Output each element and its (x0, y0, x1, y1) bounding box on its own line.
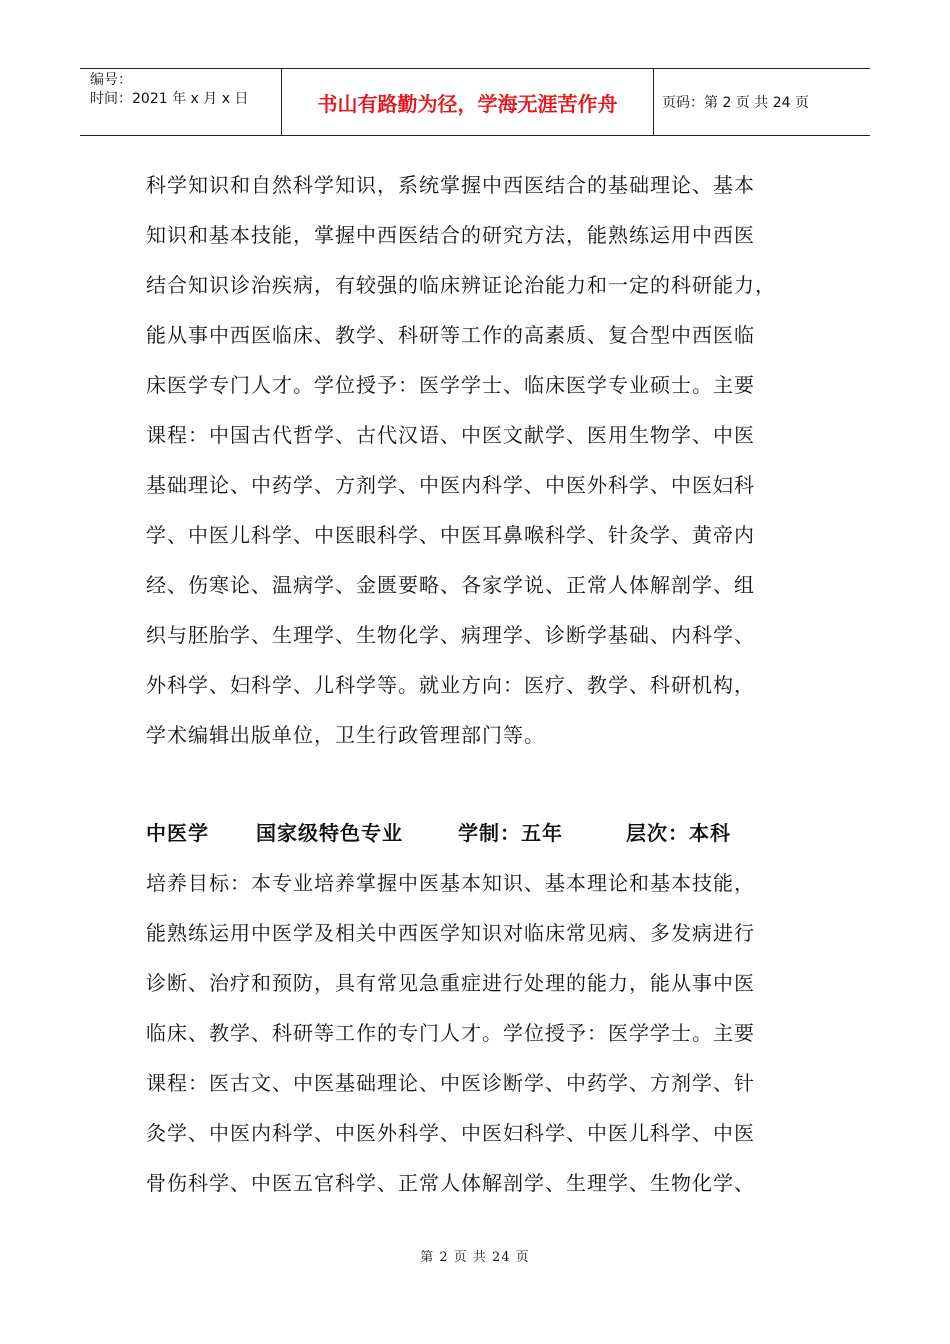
text-line: 基础理论、中药学、方剂学、中医内科学、中医外科学、中医妇科 (146, 473, 755, 497)
text-line: 经、伤寒论、温病学、金匮要略、各家学说、正常人体解剖学、组 (146, 573, 755, 597)
document-number-label: 编号： (90, 72, 132, 88)
text-line: 科学知识和自然科学知识，系统掌握中西医结合的基础理论、基本 (146, 173, 755, 197)
page-header (80, 68, 870, 136)
text-line: 织与胚胎学、生理学、生物化学、病理学、诊断学基础、内科学、 (146, 623, 755, 647)
paragraph-2 (146, 858, 826, 1208)
text-line: 课程：医古文、中医基础理论、中医诊断学、中药学、方剂学、针 (146, 1071, 755, 1095)
major-tier: 层次：本科 (626, 821, 731, 845)
text-line: 培养目标：本专业培养掌握中医基本知识、基本理论和基本技能， (146, 871, 755, 895)
text-line: 能从事中西医临床、教学、科研等工作的高素质、复合型中西医临 (146, 323, 755, 347)
text-line: 诊断、治疗和预防，具有常见急重症进行处理的能力，能从事中医 (146, 971, 755, 995)
paragraph-1 (146, 160, 826, 760)
text-line: 灸学、中医内科学、中医外科学、中医妇科学、中医儿科学、中医 (146, 1121, 755, 1145)
header-motto: 书山有路勤为径，学海无涯苦作舟 (282, 69, 654, 135)
text-line: 课程：中国古代哲学、古代汉语、中医文献学、医用生物学、中医 (146, 423, 755, 447)
text-line: 学术编辑出版单位，卫生行政管理部门等。 (146, 723, 545, 747)
text-line: 临床、教学、科研等工作的专门人才。学位授予：医学学士。主要 (146, 1021, 755, 1045)
text-line: 学、中医儿科学、中医眼科学、中医耳鼻喉科学、针灸学、黄帝内 (146, 523, 755, 547)
text-line: 外科学、妇科学、儿科学等。就业方向：医疗、教学、科研机构， (146, 673, 755, 697)
major-name: 中医学 (146, 821, 209, 845)
text-line: 知识和基本技能，掌握中西医结合的研究方法，能熟练运用中西医 (146, 223, 755, 247)
text-line: 能熟练运用中医学及相关中西医学知识对临床常见病、多发病进行 (146, 921, 755, 945)
header-page-info: 页码：第 2 页 共 24 页 (662, 95, 809, 111)
document-body (146, 160, 826, 1208)
text-line: 床医学专门人才。学位授予：医学学士、临床医学专业硕士。主要 (146, 373, 755, 397)
header-meta (80, 69, 282, 135)
text-line: 骨伤科学、中医五官科学、正常人体解剖学、生理学、生物化学、 (146, 1171, 755, 1195)
page-footer: 第 2 页 共 24 页 (420, 1250, 530, 1265)
major-duration: 学制：五年 (458, 821, 563, 845)
section-heading (146, 808, 826, 858)
major-level: 国家级特色专业 (256, 821, 403, 845)
section-spacer (146, 760, 826, 808)
document-date: 时间：2021 年 x 月 x 日 (90, 91, 249, 107)
text-line: 结合知识诊治疾病，有较强的临床辨证论治能力和一定的科研能力， (146, 273, 776, 297)
